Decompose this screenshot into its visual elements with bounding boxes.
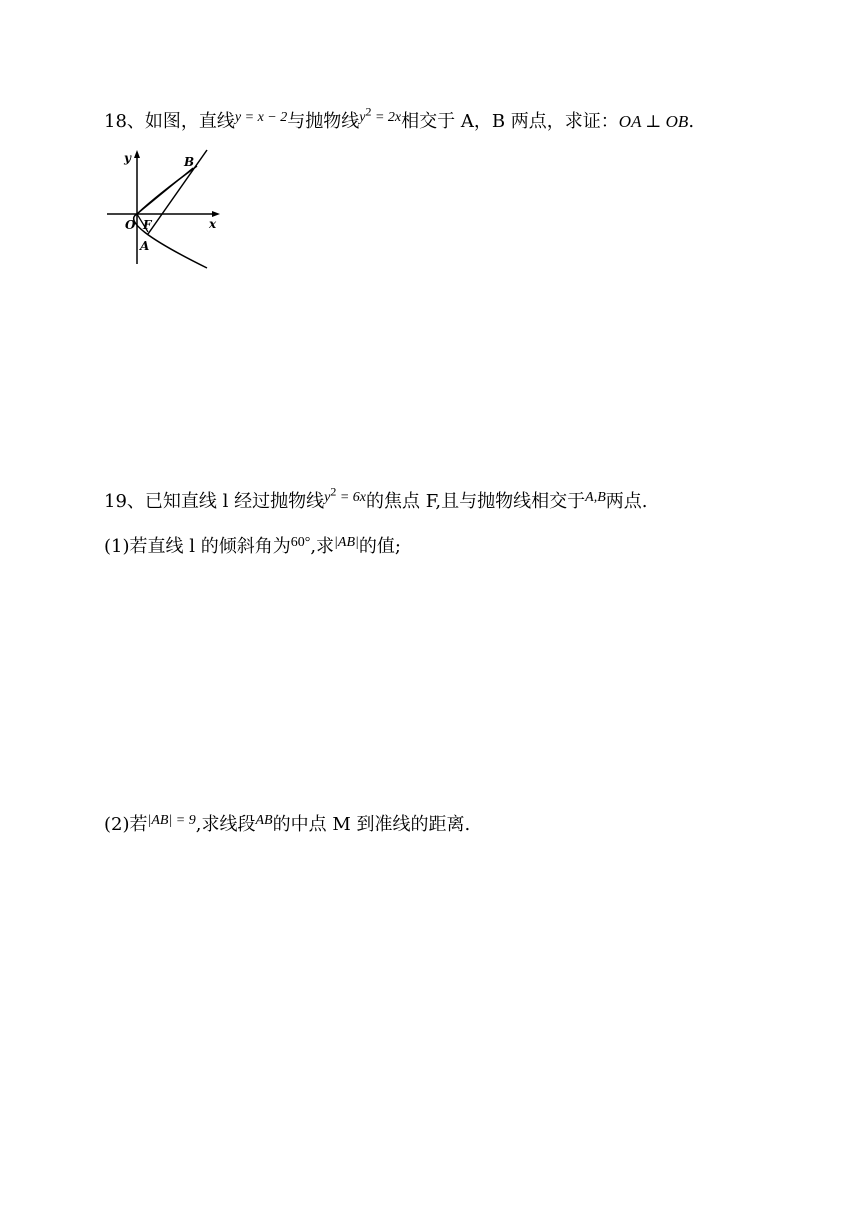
- question-19: [104, 484, 648, 516]
- point-b-label: B: [184, 155, 195, 169]
- question-19-part-2: [104, 813, 470, 839]
- q19-1-prefix: (1)若直线 l 的倾斜角为: [104, 536, 291, 557]
- q18-mid2: 相交于 A，B 两点，求证：: [401, 111, 619, 132]
- q19-points: A,B: [585, 490, 606, 505]
- q19-1-mid: ,求: [310, 536, 335, 557]
- q19-2-mid: ,求线段: [195, 814, 256, 835]
- q19-1-angle: 60°: [290, 535, 311, 550]
- q19-2-prefix: (2)若: [104, 814, 148, 835]
- question-18: [104, 104, 695, 136]
- chord-line: [148, 150, 207, 234]
- q19-parabola-equation: y2 = 6x: [324, 484, 366, 505]
- y-axis-arrow: [134, 150, 140, 158]
- x-axis-label: x: [209, 217, 217, 231]
- q19-2-segment: AB: [255, 813, 273, 828]
- q19-2-abs: |AB| = 9: [147, 813, 196, 828]
- q19-mid: 的焦点 F,且与抛物线相交于: [366, 491, 586, 512]
- q19-1-end: 的值;: [358, 536, 401, 557]
- q18-parabola-equation: y2 = 2x: [359, 104, 402, 125]
- q19-prefix: 19、已知直线 l 经过抛物线: [104, 491, 325, 512]
- q19-end: 两点.: [605, 491, 648, 512]
- q19-1-abs: |AB|: [334, 535, 359, 550]
- question-19-part-1: [104, 535, 401, 561]
- origin-label: O: [125, 218, 136, 232]
- y-axis-label: y: [124, 151, 131, 165]
- q18-end: .: [688, 111, 695, 132]
- q18-claim: OA ⊥ OB: [618, 112, 689, 131]
- q18-mid: 与抛物线: [287, 111, 360, 132]
- segment-ob: [137, 168, 193, 214]
- parabola-figure: [104, 146, 224, 272]
- q18-prefix: 18、如图，直线: [104, 111, 235, 132]
- point-a-label: A: [140, 239, 150, 253]
- q18-line-equation: y = x − 2: [234, 110, 288, 125]
- focus-label: F: [143, 218, 152, 232]
- q19-2-end: 的中点 M 到准线的距离.: [272, 814, 471, 835]
